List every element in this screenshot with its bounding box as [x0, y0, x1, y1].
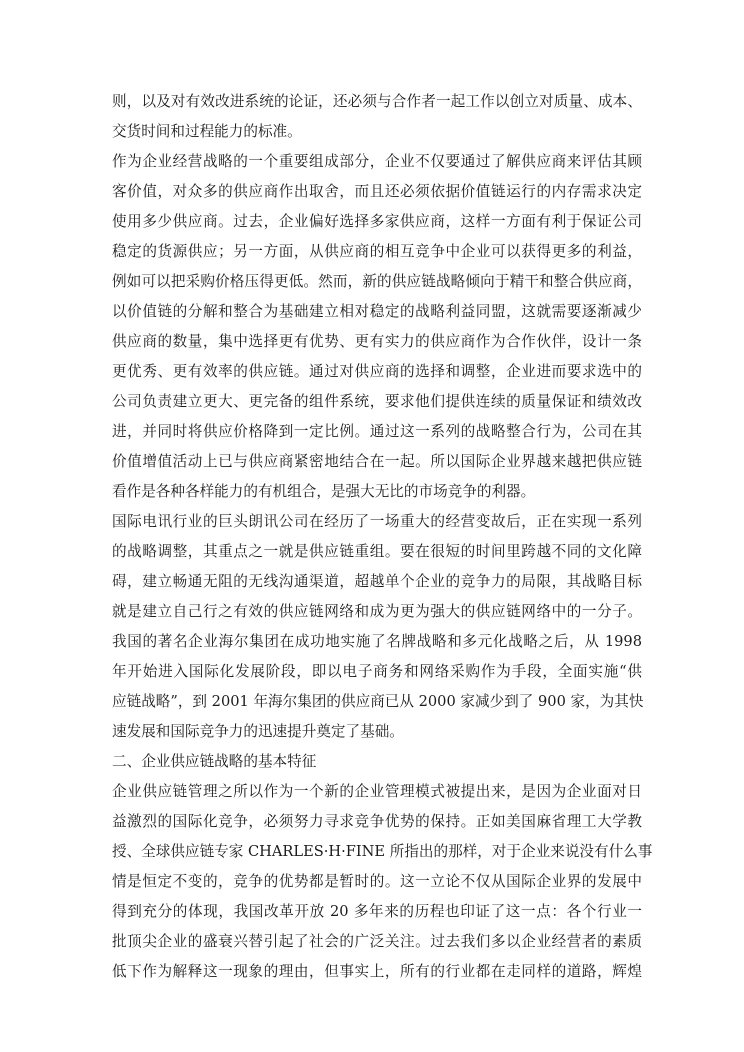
text-line: 交货时间和过程能力的标准。	[112, 123, 302, 140]
text-line: 碍，建立畅通无阻的无线沟通渠道，超越单个企业的竞争力的局限，其战略目标	[112, 573, 642, 590]
text-line: 则，以及对有效改进系统的论证，还必须与合作者一起工作以创立对质量、成本、	[112, 93, 642, 110]
text-line: 益激烈的国际化竞争，必须努力寻求竞争优势的保持。正如美国麻省理工大学教	[112, 813, 642, 830]
text-line: 作为企业经营战略的一个重要组成部分，企业不仅要通过了解供应商来评估其顾	[112, 153, 642, 170]
text-line: 情是恒定不变的，竞争的优势都是暂时的。这一立论不仅从国际企业界的发展中	[112, 873, 642, 890]
text-line: 稳定的货源供应；另一方面，从供应商的相互竞争中企业可以获得更多的利益，	[112, 243, 642, 260]
text-line: 企业供应链管理之所以作为一个新的企业管理模式被提出来，是因为企业面对日	[112, 783, 642, 800]
text-line: 价值增值活动上已与供应商紧密地结合在一起。所以国际企业界越来越把供应链	[112, 453, 642, 470]
text-line: 以价值链的分解和整合为基础建立相对稳定的战略利益同盟，这就需要逐渐减少	[112, 303, 642, 320]
text-line: 批顶尖企业的盛衰兴替引起了社会的广泛关注。过去我们多以企业经营者的素质	[112, 933, 642, 950]
text-line: 供应商的数量，集中选择更有优势、更有实力的供应商作为合作伙伴，设计一条	[112, 333, 642, 350]
text-line: 国际电讯行业的巨头朗讯公司在经历了一场重大的经营变故后，正在实现一系列	[112, 513, 642, 530]
text-line: 应链战略”，到 2001 年海尔集团的供应商已从 2000 家减少到了 900 家，为其快	[112, 693, 644, 710]
text-line: 更优秀、更有效率的供应链。通过对供应商的选择和调整，企业进而要求选中的	[112, 363, 642, 380]
text-line: 我国的著名企业海尔集团在成功地实施了名牌战略和多元化战略之后，从 1998	[112, 633, 642, 650]
text-line: 低下作为解释这一现象的理由，但事实上，所有的行业都在走同样的道路，辉煌	[112, 963, 642, 980]
text-line: 的战略调整，其重点之一就是供应链重组。要在很短的时间里跨越不同的文化障	[112, 543, 642, 560]
text-line: 使用多少供应商。过去，企业偏好选择多家供应商，这样一方面有利于保证公司	[112, 213, 642, 230]
text-line: 客价值，对众多的供应商作出取舍，而且还必须依据价值链运行的内存需求决定	[112, 183, 642, 200]
text-line: 得到充分的体现，我国改革开放 20 多年来的历程也印证了这一点：各个行业一	[112, 903, 642, 920]
text-line: 进，并同时将供应价格降到一定比例。通过这一系列的战略整合行为，公司在其	[112, 423, 642, 440]
text-line: 就是建立自己行之有效的供应链网络和成为更为强大的供应链网络中的一分子。	[112, 603, 642, 620]
text-line: 年开始进入国际化发展阶段，即以电子商务和网络采购作为手段，全面实施“供	[112, 663, 642, 680]
text-line: 看作是各种各样能力的有机组合，是强大无比的市场竞争的利器。	[112, 483, 536, 500]
text-line: 例如可以把采购价格压得更低。然而，新的供应链战略倾向于精干和整合供应商，	[112, 273, 642, 290]
text-line: 速发展和国际竞争力的迅速提升奠定了基础。	[112, 723, 404, 740]
text-line: 授、全球供应链专家 CHARLES·H·FINE 所指出的那样，对于企业来说没有什么事	[112, 843, 653, 860]
text-line: 公司负责建立更大、更完备的组件系统，要求他们提供连续的质量保证和绩效改	[112, 393, 642, 410]
section-heading: 二、企业供应链战略的基本特征	[112, 753, 317, 770]
